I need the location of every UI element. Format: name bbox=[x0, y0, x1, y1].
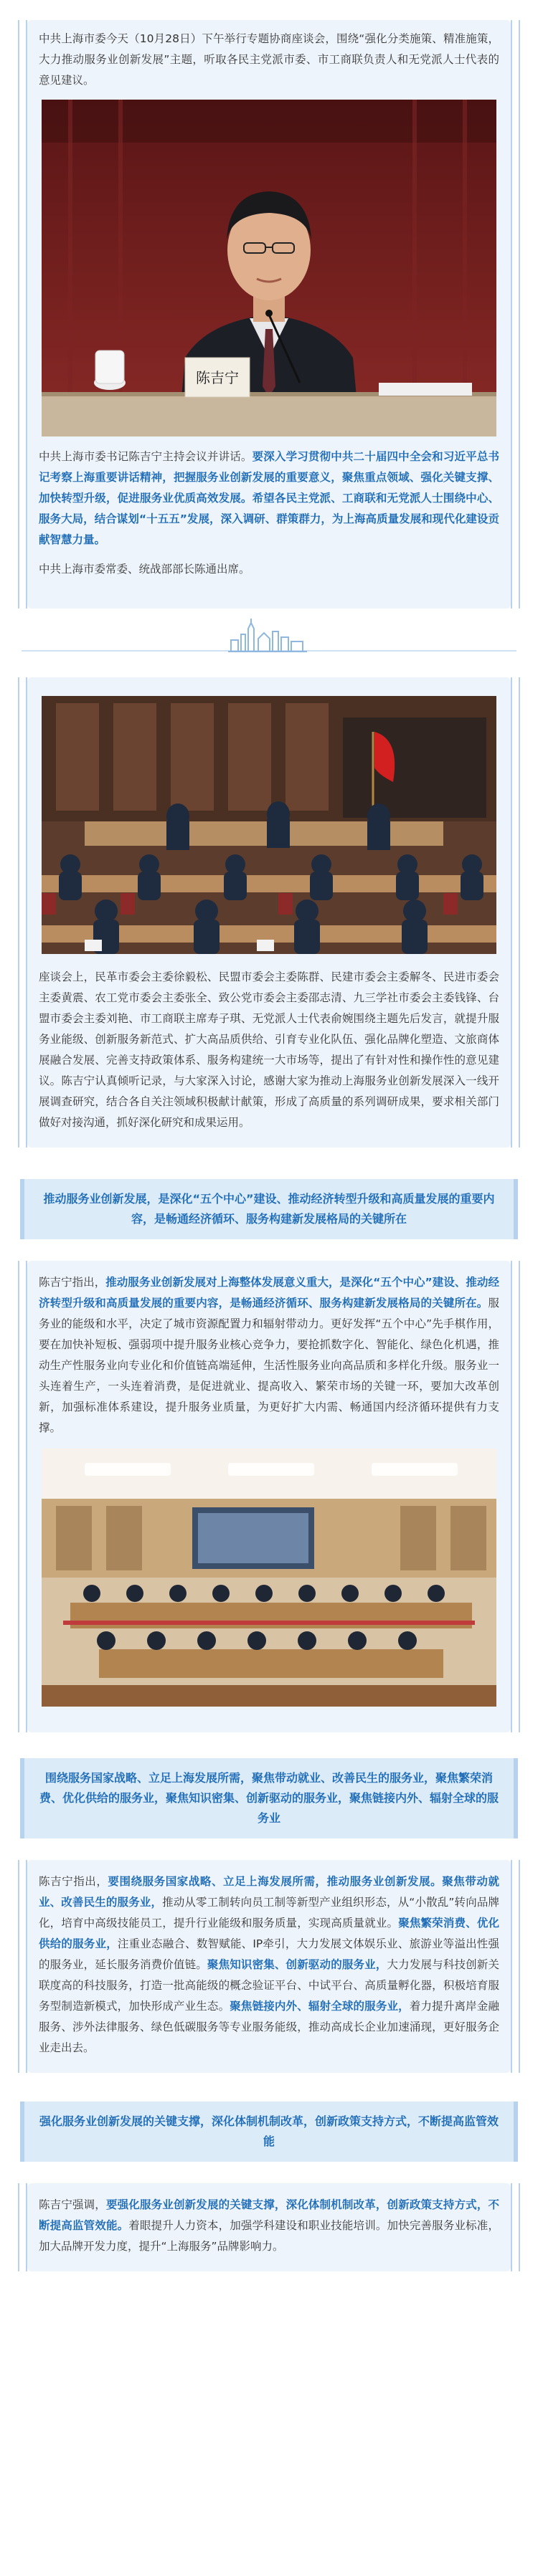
section-heading-1: 推动服务业创新发展，是深化“五个中心”建设、推动经济转型升级和高质量发展的重要内容，是畅通经济循环、服务构建新发展格局的关键所在 bbox=[20, 1179, 518, 1239]
skyline-divider bbox=[0, 616, 538, 663]
section3-t7: 聚焦知识密集、创新驱动的服务业， bbox=[207, 1958, 387, 1971]
photo-meeting-1 bbox=[42, 696, 496, 954]
section1-card bbox=[27, 677, 511, 1148]
section2-paragraph bbox=[27, 1272, 511, 1439]
section4-t3: 着眼提升人力资本，加强学科建设和职业技能培训。加快完善服务业标准，加大品牌开发力度，提升“上海服务”品牌影响力。 bbox=[39, 2219, 499, 2253]
section3-t9: 聚焦链接内外、辐射全球的服务业， bbox=[230, 2000, 410, 2013]
section3-paragraph bbox=[27, 1871, 511, 2059]
intro-paragraph: 中共上海市委今天（10月28日）下午举行专题协商座谈会，围绕“强化分类施策、精准施策，大力推动服务业创新发展”主题，听取各民主党派市委、市工商联负责人和无党派人士代表的意见建议。 bbox=[39, 32, 499, 87]
section2-lead: 陈吉宁指出， bbox=[39, 1276, 106, 1289]
section3-t3: 聚焦带动就业、改善民生的服务业， bbox=[39, 1875, 499, 1909]
section-heading-3: 强化服务业创新发展的关键支撑，深化体制机制改革，创新政策支持方式，不断提高监管效能 bbox=[20, 2102, 518, 2162]
section3-t5: 聚焦繁荣消费、优化供给的服务业， bbox=[39, 1917, 499, 1950]
section4-t1: 陈吉宁强调， bbox=[39, 2198, 106, 2211]
section-heading-2: 围绕服务国家战略、立足上海发展所需，聚焦带动就业、改善民生的服务业，聚焦繁荣消费、优化供给的服务业，聚焦知识密集、创新驱动的服务业，聚焦链接内外、辐射全球的服务业 bbox=[20, 1758, 518, 1838]
section2-highlight: 推动服务业创新发展对上海整体发展意义重大，是深化“五个中心”建设、推动经济转型升级和高质量发展的重要内容，是畅通经济循环、服务构建新发展格局的关键所在。 bbox=[39, 1276, 499, 1310]
photo-meeting-2-image bbox=[42, 1449, 496, 1707]
photo-meeting-1-image bbox=[42, 696, 496, 954]
section4-card bbox=[27, 2183, 511, 2271]
intro-card bbox=[27, 20, 511, 609]
section3-t2: 要围绕服务国家战略、立足上海发展所需，推动服务业创新发展。 bbox=[108, 1875, 443, 1888]
card-decor-left bbox=[18, 20, 27, 609]
section3-t1: 陈吉宁指出， bbox=[39, 1875, 108, 1888]
intro-paragraph-2-lead: 中共上海市委书记陈吉宁主持会议并讲话。 bbox=[39, 450, 253, 463]
card-decor-right bbox=[511, 20, 520, 609]
section4-paragraph bbox=[27, 2195, 511, 2257]
section3-card bbox=[27, 1860, 511, 2073]
intro-paragraph-3: 中共上海市委常委、统战部部长陈通出席。 bbox=[39, 563, 250, 576]
intro-paragraph-2-highlight: 要深入学习贯彻中共二十届四中全会和习近平总书记考察上海重要讲话精神，把握服务业创新发展的重要意义，聚焦重点领域、强化关键支撑、加快转型升级，促进服务业优质高效发展。希望各民主党派、工商联和无党派人士围绕中心、服务大局，结合谋划“十五五”发展，深入调研、群策群力，为上海高质量发展和现代化建设贡献智慧力量。 bbox=[39, 450, 499, 546]
section4-t2: 要强化服务业创新发展的关键支撑，深化体制机制改革，创新政策支持方式，不断提高监管效能。 bbox=[39, 2198, 499, 2232]
skyline-icon bbox=[228, 619, 307, 656]
photo-speaker-image bbox=[42, 100, 496, 437]
section3-t10: 着力提升离岸金融服务、涉外法律服务、绿色低碳服务等专业服务能级，推动高成长企业加速涌现，更好服务企业走出去。 bbox=[39, 2000, 499, 2054]
intro-paragraph-2 bbox=[27, 447, 511, 550]
section3-t6: 注重业态融合、数智赋能、IP牵引，大力发展文体娱乐业、旅游业等溢出性强的服务业，延长服务消费价值链。 bbox=[39, 1937, 499, 1971]
section2-body: 服务业的能级和水平，决定了城市资源配置力和辐射带动力。更好发挥“五个中心”先手棋作用，要在加快补短板、强弱项中提升服务业核心竞争力，要抢抓数字化、智能化、绿色化机遇，推动生产性服务业向专业化和价值链高端延伸，生活性服务业向高品质和多样化升级。服务业一头连着生产，一头连着消费，是促进就业、提高收入、繁荣市场的关键一环，要加大改革创新，加强标准体系建设，提升服务业质量，为更好扩大内需、畅通国内经济循环提供有力支撑。 bbox=[39, 1297, 499, 1434]
photo-meeting-2 bbox=[42, 1449, 496, 1707]
section3-t8: 大力发展与科技创新关联度高的科技服务，打造一批高能级的概念验证平台、中试平台、高质量孵化器，积极培育服务型制造新模式，加快形成产业生态。 bbox=[39, 1958, 499, 2013]
photo-speaker bbox=[42, 100, 496, 437]
section1-paragraph: 座谈会上，民革市委会主委徐毅松、民盟市委会主委陈群、民建市委会主委解冬、民进市委会主委黄震、农工党市委会主委张全、致公党市委会主委邵志清、九三学社市委会主委钱锋、台盟市委会主委刘艳、市工商联主席寿子琪、无党派人士代表俞婉围绕主题先后发言，就提升服务业能级、创新服务新范式、扩大高品质供给、引育专业化队伍、强化品牌化塑造、文旅商体展融合发展、完善支持政策体系、服务构建统一大市场等，提出了有针对性和操作性的意见建议。陈吉宁认真倾听记录，与大家深入讨论，感谢大家为推动上海服务业创新发展深入一线开展调查研究，结合各自关注领域积极献计献策，形成了高质量的系列调研成果，要求相关部门做好对接沟通，抓好深化研究和成果运用。 bbox=[39, 970, 499, 1129]
section3-t4: 推动从零工制转向员工制等新型产业组织形态，从“小散乱”转向品牌化，培育中高级技能员工，提升行业能级和服务质量，实现高质量就业。 bbox=[39, 1896, 499, 1929]
section2-card bbox=[27, 1261, 511, 1732]
nameplate-text: 陈吉宁 bbox=[196, 369, 239, 386]
